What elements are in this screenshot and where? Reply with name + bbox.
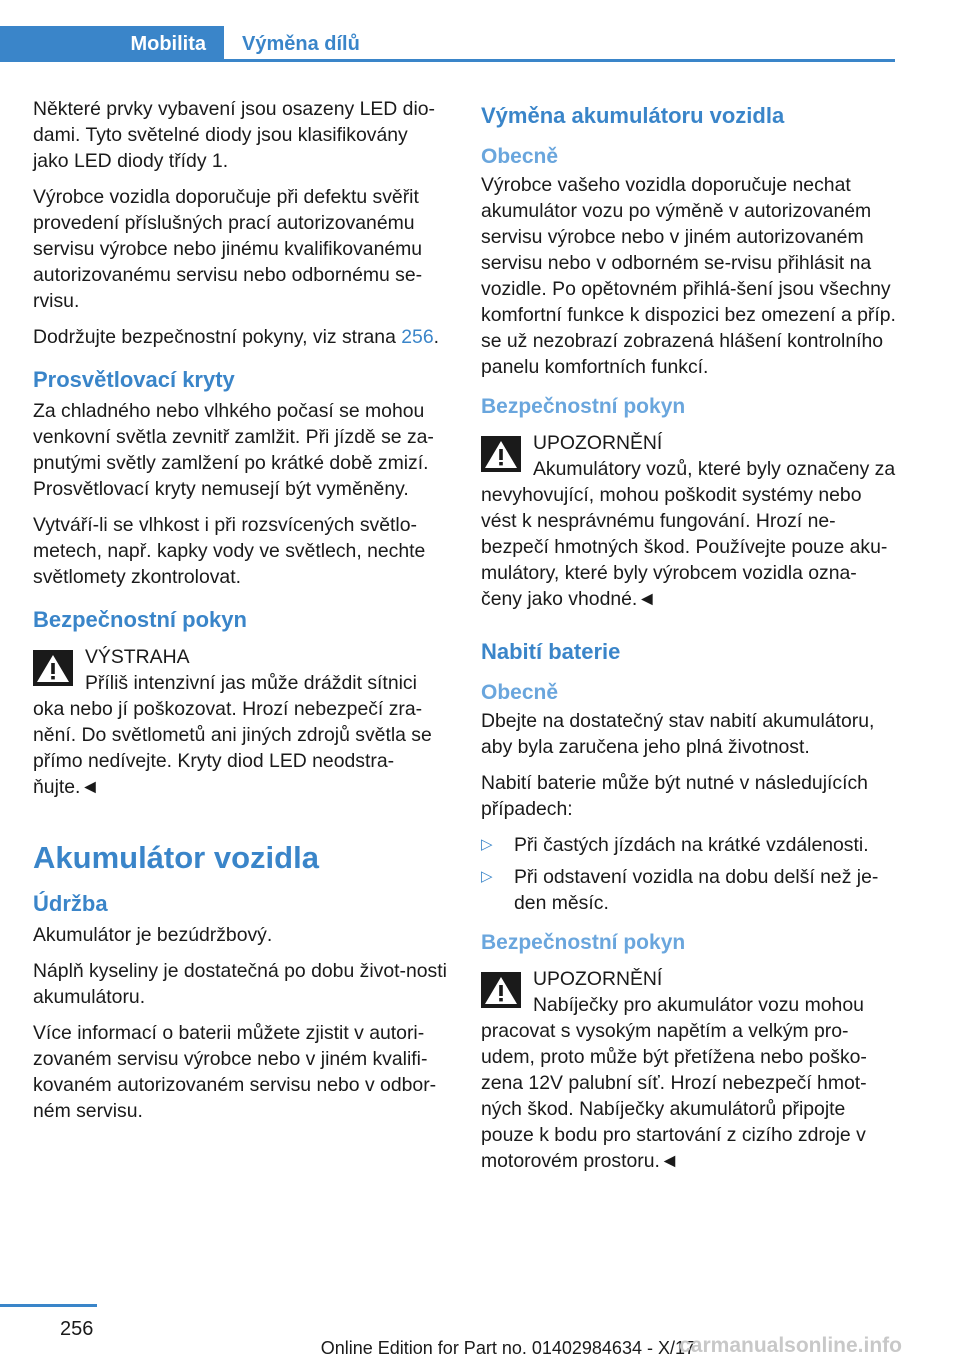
paragraph-acid: Náplň kyseliny je dostatečná po dobu život‐nosti akumulátoru. (33, 960, 447, 1008)
page-number: 256 (60, 1318, 94, 1340)
page-link[interactable]: 256 (401, 326, 434, 348)
paragraph-register: Výrobce vašeho vozidla doporučuje nechat akumulátor vozu po výměně v autorizovaném servisu výrobce nebo v jiném autorizovaném servisu nebo v odborném se‐rvisu přihlásit na vozidle. Po opětovném přihlá‐šení jsou všechny komfortní funkce k dispozici bez omezení a příp. se už nezobrazí zobrazená hlášení kontrolního panelu komfortních funkcí. (481, 174, 896, 378)
heading-general-1: Obecně (481, 145, 559, 168)
warning-text-2: Nabíječky pro akumulátor vozu mohou pracovat s vysokým napětím a velkým pro‐udem, proto může být přetížena nebo poško‐zena 12V palubní síť. Hrozí nebezpečí hmot‐ných škod. Nabíječky akumulátorů připojte pouze k bodu pro startování z cizího zdroje v motorovém prostoru.◄ (481, 994, 867, 1172)
watermark: carmanualsonline.info (679, 1334, 902, 1357)
bullet-arrow-icon: ▷ (481, 868, 493, 885)
paragraph-led: Některé prvky vybavení jsou osazeny LED dio‐dami. Tyto světelné diody jsou klasifikovány jako LED diody třídy 1. (33, 98, 436, 172)
warning-block-1 (481, 430, 896, 612)
section-tab-mobilita: Mobilita (0, 26, 224, 62)
paragraph-defect: Výrobce vozidla doporučuje při defektu svěřit provedení příslušných prací autorizovanému servisu výrobce nebo jinému kvalifikovanému autorizovanému servisu nebo odbornému se‐rvisu. (33, 186, 423, 312)
subsection-tab: Výměna dílů (242, 33, 360, 55)
warning-text: Příliš intenzivní jas může dráždit sítnici oka nebo jí poškozovat. Hrozí nebezpečí zra‐nění. Do světlometů ani jiných zdrojů světla se přímo nedívejte. Kryty diod LED neodstra‐ňujte.◄ (33, 672, 432, 798)
warning-title: VÝSTRAHA (85, 646, 190, 668)
heading-maintenance: Údržba (33, 891, 108, 916)
edition-text: Online Edition for Part no. 01402984634 - X/17 (320, 1338, 695, 1358)
list-item: ▷ Při častých jízdách na krátké vzdálenosti. (481, 834, 869, 856)
warning-title-1: UPOZORNĚNÍ (533, 432, 663, 454)
warning-text-1: Akumulátory vozů, které byly označeny za nevyhovující, mohou poškodit systémy nebo vést k nesprávnému fungování. Hrozí ne‐bezpečí hmotných škod. Používejte pouze aku‐mulátory, které byly výrobcem vozidla ozna‐čeny jako vhodné.◄ (481, 458, 896, 610)
header-rule (0, 59, 895, 62)
warning-title-2: UPOZORNĚNÍ (533, 968, 663, 990)
paragraph-fog: Za chladného nebo vlhkého počasí se mohou venkovní světla zevnitř zamlžit. Při jízdě se za‐pnutými světly zamlžení po krátké době zmizí. Prosvětlovací kryty nemusejí být vyměněny. (33, 400, 434, 500)
paragraph-charge-state: Dbejte na dostatečný stav nabití akumulátoru, aby byla zaručena jeho plná životnost. (481, 710, 875, 758)
heading-covers: Prosvětlovací kryty (33, 367, 235, 392)
bullet-arrow-icon: ▷ (481, 836, 493, 853)
warning-triangle-icon (481, 436, 521, 472)
heading-safety: Bezpečnostní pokyn (33, 607, 247, 632)
paragraph-charge-cases: Nabití baterie může být nutné v následujících případech: (481, 772, 868, 820)
left-column (33, 96, 448, 1134)
heading-replace-battery: Výměna akumulátoru vozidla (481, 103, 785, 128)
page-header (0, 26, 895, 62)
footer-rule (0, 1304, 97, 1307)
heading-safety-1: Bezpečnostní pokyn (481, 395, 686, 418)
paragraph-more-info: Více informací o baterii můžete zjistit v autori‐zovaném servisu výrobce nebo v jiném kvalifi‐kovaném autorizovaném servisu nebo v odbor‐ném servisu. (33, 1022, 437, 1122)
heading-safety-2: Bezpečnostní pokyn (481, 931, 686, 954)
right-column (481, 96, 896, 1174)
paragraph-maint-free: Akumulátor je bezúdržbový. (33, 924, 273, 946)
heading-general-2: Obecně (481, 681, 559, 704)
heading-charge: Nabití baterie (481, 639, 621, 664)
heading-battery: Akumulátor vozidla (33, 840, 319, 875)
charge-cases-list (481, 832, 896, 916)
warning-block-2 (481, 966, 896, 1174)
warning-triangle-icon (33, 650, 73, 686)
warning-block (33, 644, 448, 800)
paragraph-moisture: Vytváří-li se vlhkost i při rozsvícených světlo‐metech, např. kapky vody ve světlech, nechte světlomety zkontrolovat. (33, 514, 426, 588)
list-item: ▷ Při odstavení vozidla na dobu delší než je‐den měsíc. (481, 866, 879, 914)
paragraph-safety-ref: Dodržujte bezpečnostní pokyny, viz strana 256. (33, 326, 440, 348)
warning-triangle-icon (481, 972, 521, 1008)
